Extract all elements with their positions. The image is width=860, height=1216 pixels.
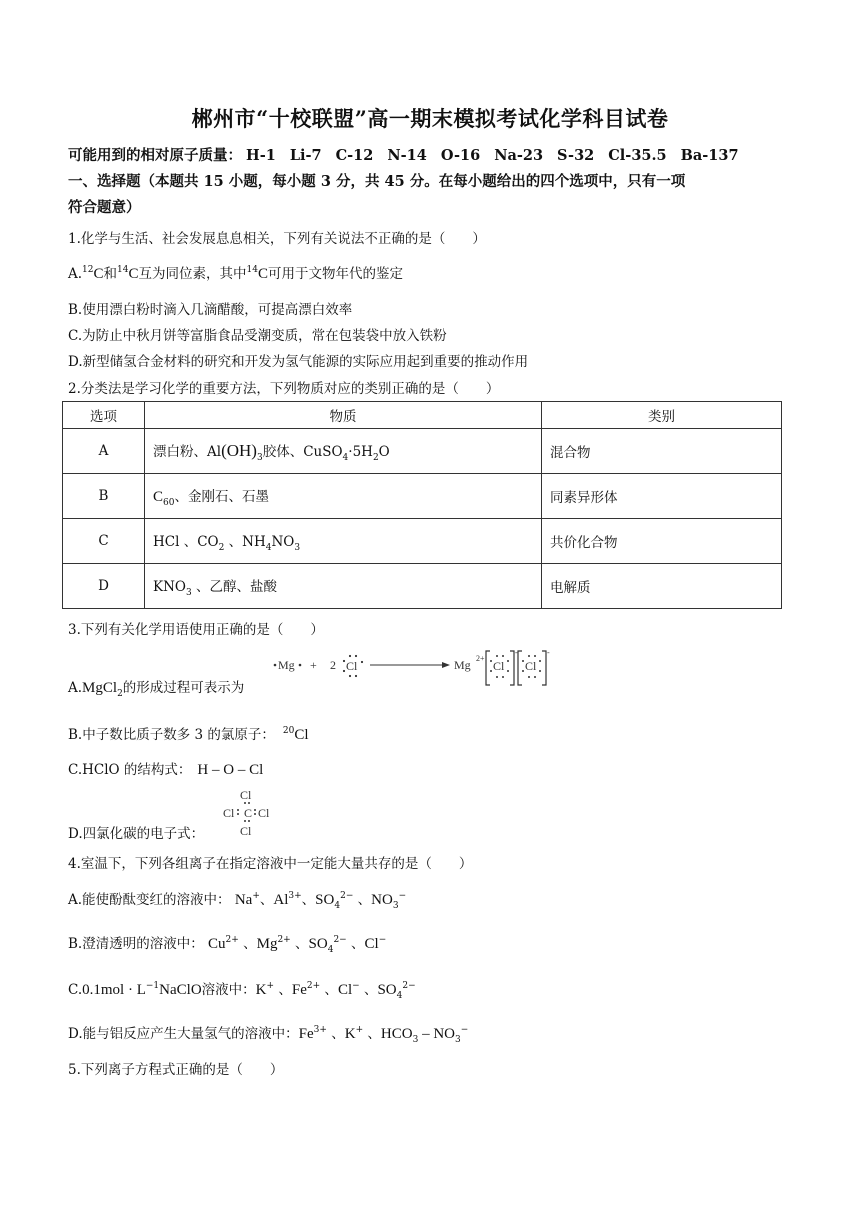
question-1-option-c: C.为防止中秋月饼等富脂食品受潮变质，常在包装袋中放入铁粉 [68,328,447,344]
question-3-stem: 3.下列有关化学用语使用正确的是（ ） [68,622,324,638]
charge: 3+ [288,891,302,901]
option-text: 溶液中： [201,982,256,998]
subscript: 60 [163,497,175,508]
cl-symbol: Cl [525,659,537,673]
atomic-mass-item: S-32 [557,147,595,164]
option-label: A. [68,680,83,696]
cl-charge: - [515,648,518,657]
table-row [63,429,782,474]
substance-text: 、金刚石、石墨 [174,488,269,505]
question-1-stem: 1.化学与生活、社会发展息息相关，下列有关说法不正确的是（ ） [68,231,486,247]
mass-number: 14 [246,265,258,275]
option-label: A. [68,266,83,282]
mgcl2-formation-diagram [272,648,552,692]
row-category: 共价化合物 [542,519,782,564]
question-1-option-a [68,262,403,283]
substance-text: 胶体、CuSO [262,443,343,460]
ion: Fe [298,1026,314,1042]
charge: 2+ [225,935,239,945]
question-3-option-b [68,723,309,744]
cl-charge: - [547,648,550,657]
subscript: 3 [454,1035,461,1045]
question-4-option-c: $C.0.1mol \cdot L^{-1}NaClO$溶液中：K+ 、$Fe^{2+}$ 、Cl− 、$SO_4^{2-}$ [68,981,416,1001]
cl-symbol: Cl [346,659,358,673]
ion: Al [273,892,289,908]
mg-charge: 2+ [476,654,485,663]
row-substances [145,564,542,609]
cl-symbol: Cl [493,659,505,673]
option-text: 的形成过程可表示为 [122,680,245,696]
subscript: 3 [256,452,263,463]
plus-sign: + [310,658,317,672]
charge: 2− [340,891,354,901]
row-category: 同素异形体 [542,474,782,519]
row-option: A [63,429,145,474]
option-text: B.中子数比质子数多 3 的氯原子： [68,727,275,743]
solute: NaClO [159,982,202,998]
ion: NO [433,1026,455,1042]
subscript: 2 [218,542,225,553]
row-substances [145,519,542,564]
structural-formula: H – O – Cl [197,762,264,778]
classification-table [62,401,782,609]
row-option: C [63,519,145,564]
electron-dot [299,664,302,667]
subscript: 2 [117,689,123,699]
ion: Cl [337,982,353,998]
subscript: 2 [372,452,379,463]
question-3-option-d: D.四氯化碳的电子式： [68,826,205,842]
ion: NO [371,892,393,908]
ccl4-electron-diagram [222,786,282,838]
cl-bottom: Cl [240,824,252,838]
question-1-option-b: B.使用漂白粉时滴入几滴醋酸，可提高漂白效率 [68,302,353,318]
arrowhead-icon [442,662,450,668]
charge: − [460,1025,469,1035]
mg-ion: Mg [454,658,471,672]
atomic-mass-item: C-12 [335,147,374,164]
ion: Mg [256,936,278,952]
question-1-option-d: D.新型储氢合金材料的研究和开发为氢气能源的实际应用起到重要的推动作用 [68,354,529,370]
charge: − [398,891,407,901]
atomic-mass-item: Ba-137 [680,147,739,164]
ion: SO [315,892,335,908]
element-symbol: C [93,266,104,282]
column-header-category: 类别 [542,402,782,429]
option-text: D.能与铝反应产生大量氢气的溶液中： [68,1026,299,1042]
substance-text: (OH) [221,440,257,460]
atomic-mass-item: H-1 [246,147,276,164]
cl-top: Cl [240,788,252,802]
mass-number: 20 [282,726,295,736]
separator: – [418,1026,434,1042]
charge: 2+ [277,935,291,945]
atomic-mass-item: O-16 [440,147,481,164]
subscript: 4 [334,901,341,911]
ion: SO [308,936,328,952]
charge: + [355,1025,364,1035]
cl-left: Cl [223,806,235,820]
formula: MgCl [82,680,118,696]
table-row [63,564,782,609]
question-4-option-b: B.澄清透明的溶液中： $Cu^{2+}$ 、$Mg^{2+}$ 、$SO_4^{2-}$ 、Cl− [68,935,387,955]
question-4-option-a: A.能使酚酞变红的溶液中： Na+、$Al^{3+}$、$SO_4^{2-}$ 、$NO_3^-$ [68,891,407,911]
subscript: 3 [412,1035,419,1045]
ion: K [344,1026,356,1042]
ion: HCO [380,1026,413,1042]
charge: − [378,935,387,945]
charge: 3+ [313,1025,327,1035]
question-5-stem: 5.下列离子方程式正确的是（ ） [68,1062,284,1078]
section-heading-line1: 一、选择题（本题共 15 小题，每小题 3 分，共 45 分。在每小题给出的四个选项中，只有一项 [68,173,686,190]
charge: − [352,981,360,991]
c-center: C [244,806,253,820]
element-symbol: C [128,266,139,282]
row-option: B [63,474,145,519]
element-symbol: Cl [294,727,309,743]
option-text: 互为同位素，其中 [138,266,247,282]
question-4-stem: 4.室温下，下列各组离子在指定溶液中一定能大量共存的是（ ） [68,856,473,872]
column-header-substance: 物质 [145,402,542,429]
substance-text: KNO [153,578,186,595]
substance-text: ·5H [348,443,373,460]
subscript: 4 [396,991,403,1001]
option-text: 可用于文物年代的鉴定 [267,266,403,282]
substance-text: NO [271,533,295,550]
section-heading-line2: 符合题意） [68,199,141,216]
substance-text: O [378,443,390,460]
electron-dot [274,664,277,667]
question-3-option-a [68,676,244,699]
charge: 2− [402,981,416,991]
atomic-mass-item: Cl-35.5 [608,147,667,164]
charge: 2− [333,935,347,945]
table-row [63,474,782,519]
option-text: B.澄清透明的溶液中： [68,936,204,952]
ion: K [255,982,267,998]
atomic-mass-item: Li-7 [289,147,322,164]
cl-atom [343,655,363,677]
option-text: A.能使酚酞变红的溶液中： [68,892,231,908]
atomic-mass-item: N-14 [387,147,427,164]
ion: Cu [208,936,226,952]
question-3-option-c [68,758,263,779]
question-2-stem: 2.分类法是学习化学的重要方法，下列物质对应的类别正确的是（ ） [68,381,500,397]
mg-atom: Mg [278,658,295,672]
charge: + [252,891,260,901]
row-option: D [63,564,145,609]
subscript: 3 [185,587,192,598]
column-header-option: 选项 [63,402,145,429]
chloride-ion [486,648,518,685]
subscript: 4 [265,542,272,553]
option-label: C. [68,982,83,998]
charge: + [266,981,275,991]
table-row [63,519,782,564]
mass-number: 14 [117,265,129,275]
substance-text: 、乙醇、盐酸 [191,578,277,595]
ion: Fe [291,982,307,998]
coefficient: 2 [330,658,336,672]
mass-number: 12 [82,265,94,275]
chloride-ion [518,648,550,685]
subscript: 4 [327,945,334,955]
atomic-masses [68,144,753,165]
substance-text: HCl 、CO [153,533,219,550]
subscript: 4 [342,452,349,463]
subscript: 3 [392,901,399,911]
page-title: 郴州市“十校联盟”高一期末模拟考试化学科目试卷 [191,106,669,131]
cl-right: Cl [258,806,270,820]
row-category: 混合物 [542,429,782,474]
substance-text: 漂白粉、Al [153,443,222,460]
option-text: 和 [103,266,118,282]
atomic-mass-item: Na-23 [494,147,544,164]
ion: Cl [364,936,379,952]
option-text: C.HClO 的结构式： [68,762,192,778]
unit-exponent: −1 [145,981,160,991]
row-substances [145,429,542,474]
subscript: 3 [294,542,301,553]
concentration: 0.1mol · L [82,982,146,998]
ion: Na [234,892,253,908]
row-substances [145,474,542,519]
ion: SO [377,982,397,998]
substance-text: 、NH [224,533,266,550]
row-category: 电解质 [542,564,782,609]
element-symbol: C [257,266,268,282]
question-4-option-d: D.能与铝反应产生大量氢气的溶液中：$Fe^{3+}$ 、K+ 、$HCO_3 - NO_3^-$ [68,1025,469,1045]
atomic-masses-label: 可能用到的相对原子质量： [68,147,242,164]
substance-text: C [153,488,164,505]
charge: 2+ [306,981,321,991]
table-header-row [63,402,782,429]
